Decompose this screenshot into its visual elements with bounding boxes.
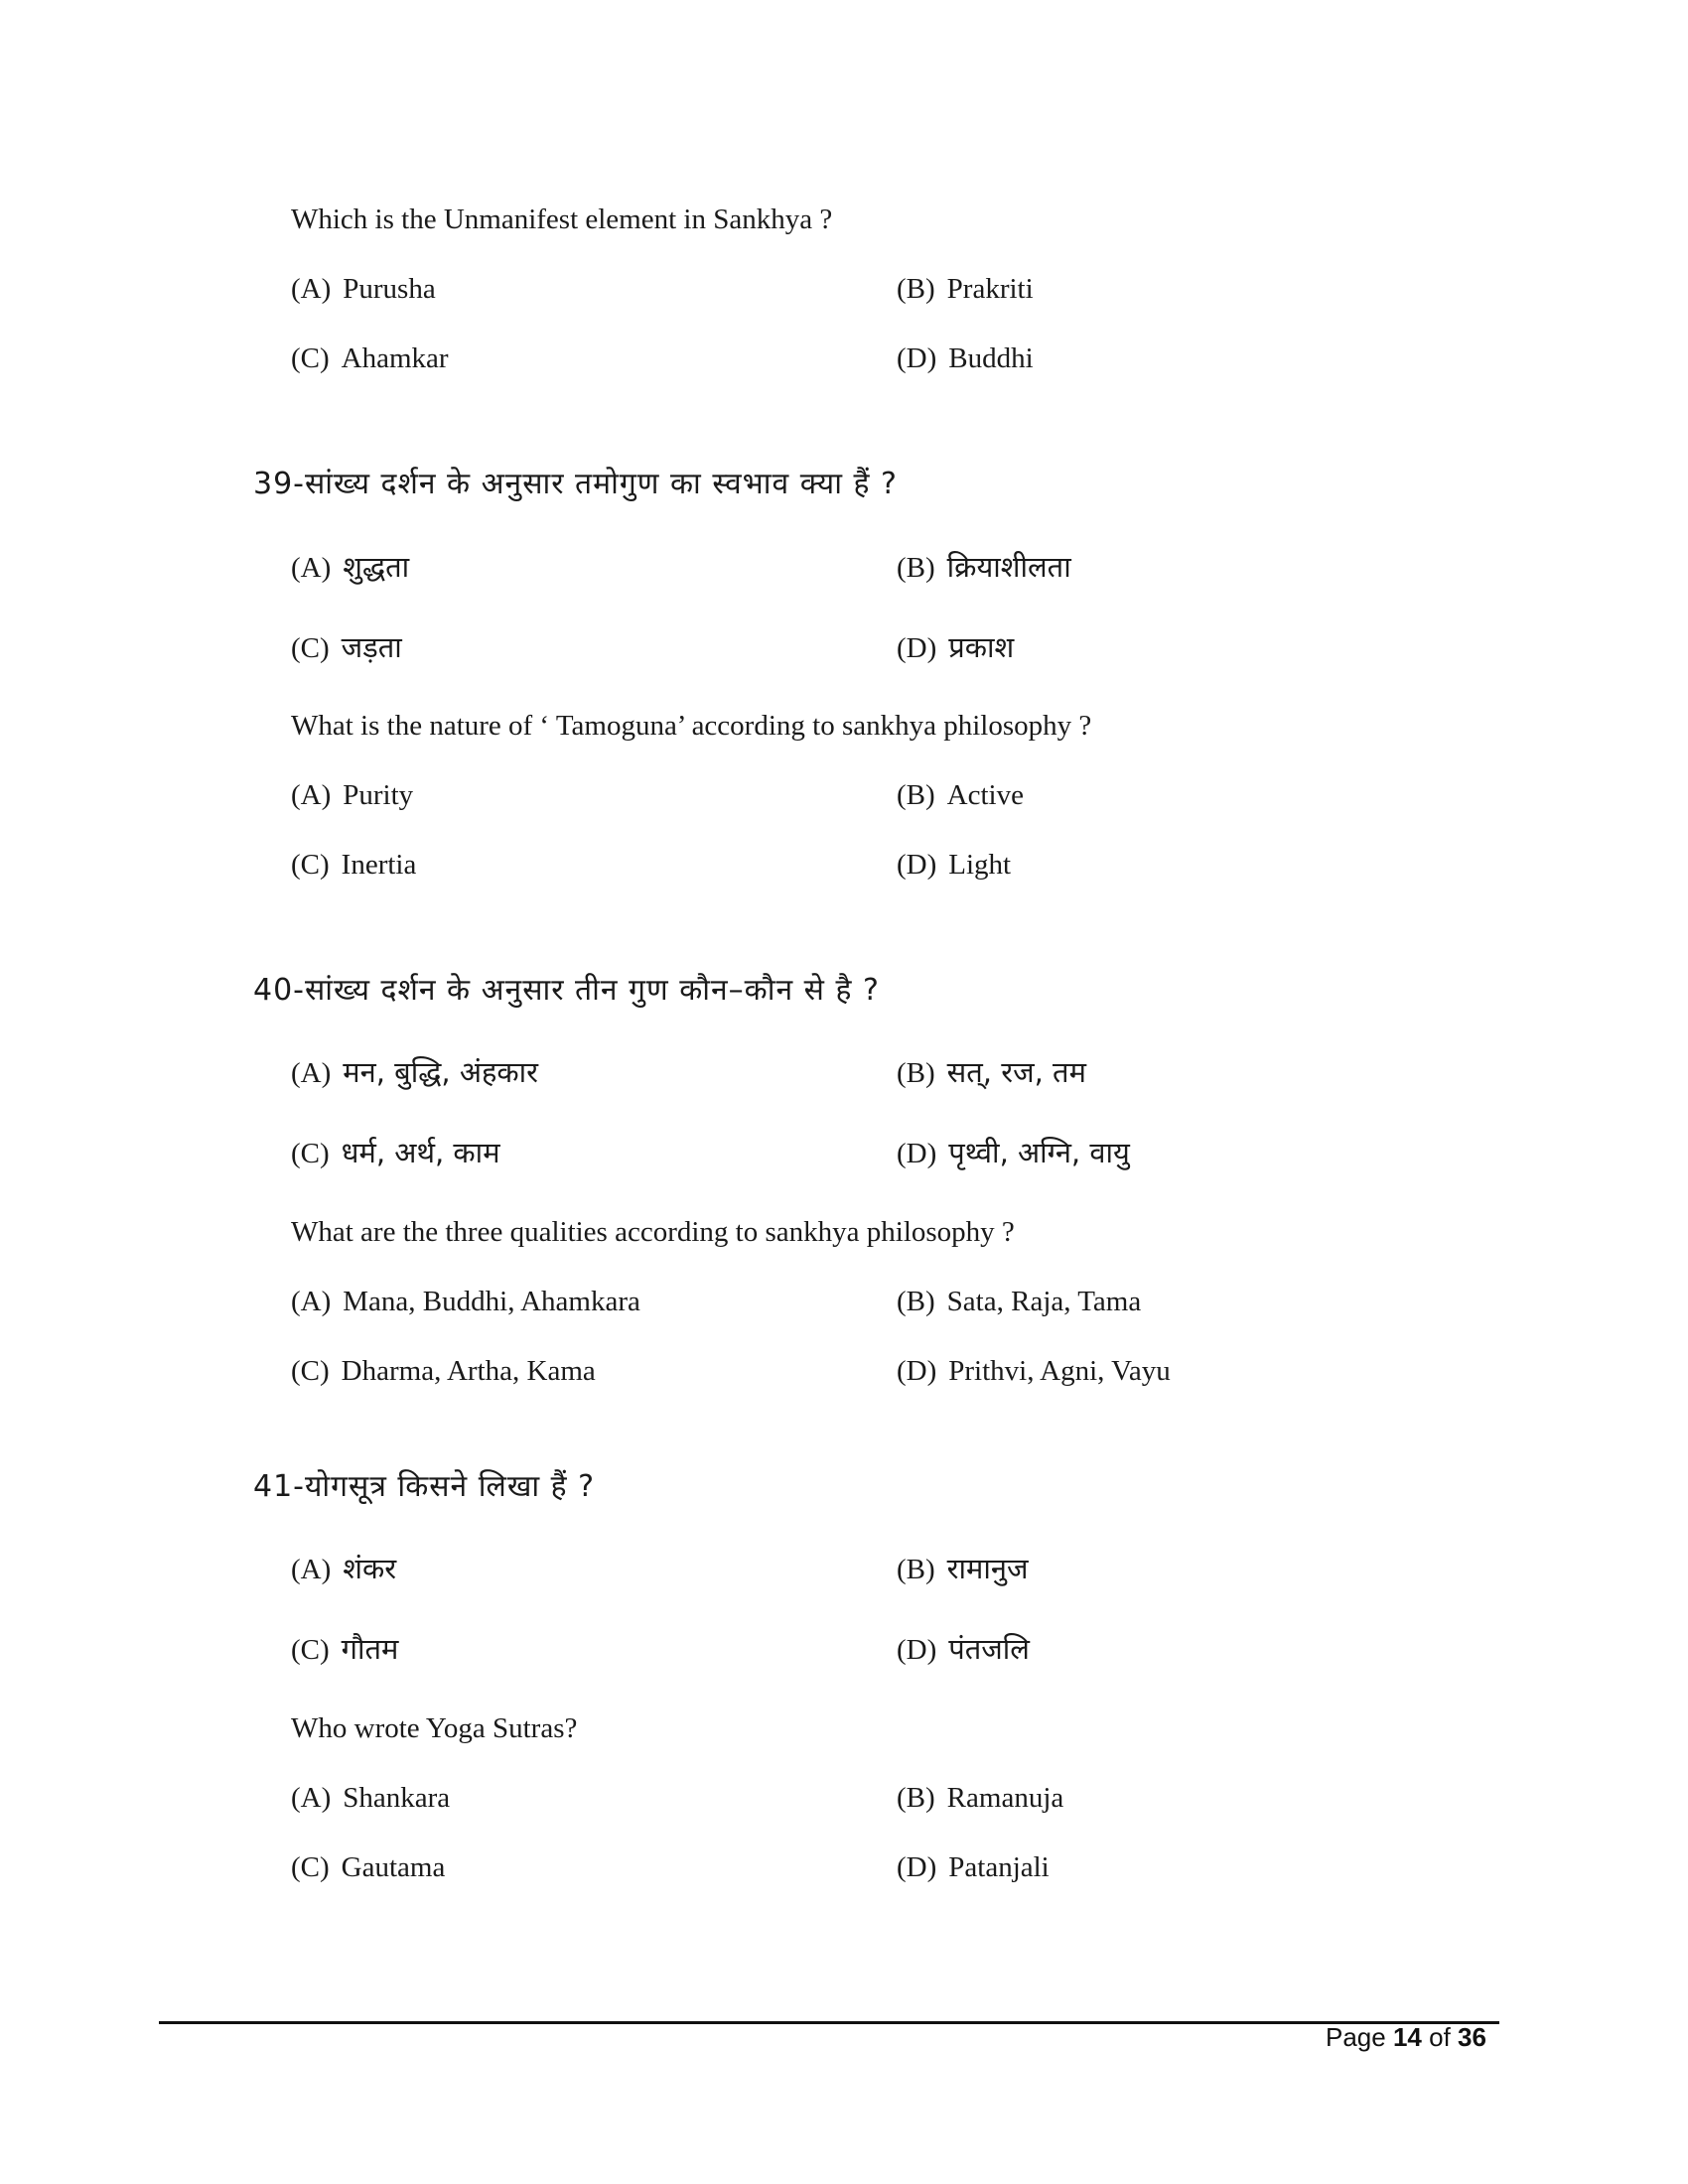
option-text: Sata, Raja, Tama xyxy=(946,1286,1142,1317)
q40-english-option-c xyxy=(291,1357,596,1386)
q39-english-option-b xyxy=(897,781,1024,810)
option-text: Gautama xyxy=(341,1851,446,1883)
q40-english-question: What are the three qualities according to sankhya philosophy ? xyxy=(291,1216,1015,1248)
current-page: 14 xyxy=(1392,2022,1422,2052)
option-text: शुद्धता xyxy=(343,550,410,584)
option-text: जड़ता xyxy=(341,630,402,664)
q40-english-option-a xyxy=(291,1288,640,1316)
option-label: (C) xyxy=(291,1851,330,1883)
option-label: (A) xyxy=(291,1782,332,1814)
q40-hindi-option-b xyxy=(897,1055,1086,1089)
q41-english-option-b xyxy=(897,1784,1063,1813)
option-text: Mana, Buddhi, Ahamkara xyxy=(343,1286,640,1317)
q40-english-option-b xyxy=(897,1288,1141,1316)
option-text: Buddhi xyxy=(948,342,1034,374)
q41-hindi-option-d xyxy=(897,1632,1030,1666)
page-number xyxy=(1326,2022,1486,2053)
option-label: (C) xyxy=(291,1634,330,1666)
q40-hindi-question: 40-सांख्य दर्शन के अनुसार तीन गुण कौन–कौन से है ? xyxy=(253,973,880,1008)
q38-english-question: Which is the Unmanifest element in Sankhya ? xyxy=(291,204,833,235)
option-text: Ramanuja xyxy=(946,1782,1064,1814)
q39-hindi-option-b xyxy=(897,550,1071,584)
q39-english-option-a xyxy=(291,781,413,810)
option-text: Prakriti xyxy=(946,273,1034,305)
option-text: Ahamkar xyxy=(341,342,449,374)
q38-english-option-d xyxy=(897,344,1034,373)
q40-english-option-d xyxy=(897,1357,1171,1386)
option-label: (C) xyxy=(291,342,330,374)
option-label: (D) xyxy=(897,1355,937,1387)
option-label: (A) xyxy=(291,552,332,584)
option-label: (B) xyxy=(897,1782,935,1814)
q41-english-option-a xyxy=(291,1784,450,1813)
option-label: (C) xyxy=(291,1355,330,1387)
option-label: (D) xyxy=(897,632,937,664)
option-label: (A) xyxy=(291,779,332,811)
option-text: सत्, रज, तम xyxy=(946,1055,1086,1089)
q39-hindi-option-a xyxy=(291,550,410,584)
q41-hindi-question: 41-योगसूत्र किसने लिखा हैं ? xyxy=(253,1469,596,1504)
option-label: (B) xyxy=(897,273,935,305)
option-text: Inertia xyxy=(341,849,417,881)
of-word: of xyxy=(1429,2022,1451,2052)
option-text: Light xyxy=(948,849,1012,881)
q39-hindi-option-c xyxy=(291,630,402,664)
q39-english-question: What is the nature of ‘ Tamoguna’ according to sankhya philosophy ? xyxy=(291,710,1092,742)
page-word: Page xyxy=(1326,2022,1386,2052)
q39-hindi-question: 39-सांख्य दर्शन के अनुसार तमोगुण का स्वभाव क्या हैं ? xyxy=(253,467,898,501)
option-text: Dharma, Artha, Kama xyxy=(341,1355,596,1387)
q38-english-option-c xyxy=(291,344,449,373)
option-text: Purity xyxy=(343,779,414,811)
option-text: रामानुज xyxy=(946,1552,1029,1585)
option-text: धर्म, अर्थ, काम xyxy=(341,1136,500,1169)
q41-hindi-option-a xyxy=(291,1552,397,1585)
option-text: Active xyxy=(946,779,1024,811)
q39-english-option-c xyxy=(291,851,416,880)
option-label: (A) xyxy=(291,1554,332,1585)
q39-english-option-d xyxy=(897,851,1011,880)
option-label: (B) xyxy=(897,552,935,584)
option-label: (D) xyxy=(897,1851,937,1883)
q40-hindi-option-c xyxy=(291,1136,500,1169)
option-text: प्रकाश xyxy=(948,630,1015,664)
option-label: (B) xyxy=(897,779,935,811)
q41-english-option-c xyxy=(291,1853,445,1882)
option-label: (B) xyxy=(897,1286,935,1317)
q38-english-option-b xyxy=(897,275,1034,304)
q41-hindi-option-b xyxy=(897,1552,1029,1585)
option-label: (C) xyxy=(291,849,330,881)
option-label: (D) xyxy=(897,342,937,374)
footer-rule xyxy=(159,2021,1499,2024)
option-text: Patanjali xyxy=(948,1851,1050,1883)
option-label: (A) xyxy=(291,1057,332,1089)
option-text: क्रियाशीलता xyxy=(946,550,1071,584)
option-text: पृथ्वी, अग्नि, वायु xyxy=(948,1136,1130,1169)
option-text: गौतम xyxy=(341,1632,399,1666)
option-label: (C) xyxy=(291,1138,330,1169)
option-text: पंतजलि xyxy=(948,1632,1030,1666)
option-text: Prithvi, Agni, Vayu xyxy=(948,1355,1171,1387)
option-label: (C) xyxy=(291,632,330,664)
option-text: शंकर xyxy=(343,1552,397,1585)
q40-hindi-option-a xyxy=(291,1055,539,1089)
q41-english-question: Who wrote Yoga Sutras? xyxy=(291,1712,578,1744)
option-text: Purusha xyxy=(343,273,436,305)
option-text: मन, बुद्धि, अंहकार xyxy=(343,1055,539,1089)
option-label: (B) xyxy=(897,1554,935,1585)
total-pages: 36 xyxy=(1458,2022,1486,2052)
q40-hindi-option-d xyxy=(897,1136,1130,1169)
option-label: (D) xyxy=(897,849,937,881)
q39-hindi-option-d xyxy=(897,630,1015,664)
q41-hindi-option-c xyxy=(291,1632,399,1666)
option-label: (D) xyxy=(897,1634,937,1666)
option-label: (A) xyxy=(291,1286,332,1317)
option-label: (D) xyxy=(897,1138,937,1169)
option-label: (A) xyxy=(291,273,332,305)
option-label: (B) xyxy=(897,1057,935,1089)
q41-english-option-d xyxy=(897,1853,1050,1882)
q38-english-option-a xyxy=(291,275,436,304)
option-text: Shankara xyxy=(343,1782,451,1814)
